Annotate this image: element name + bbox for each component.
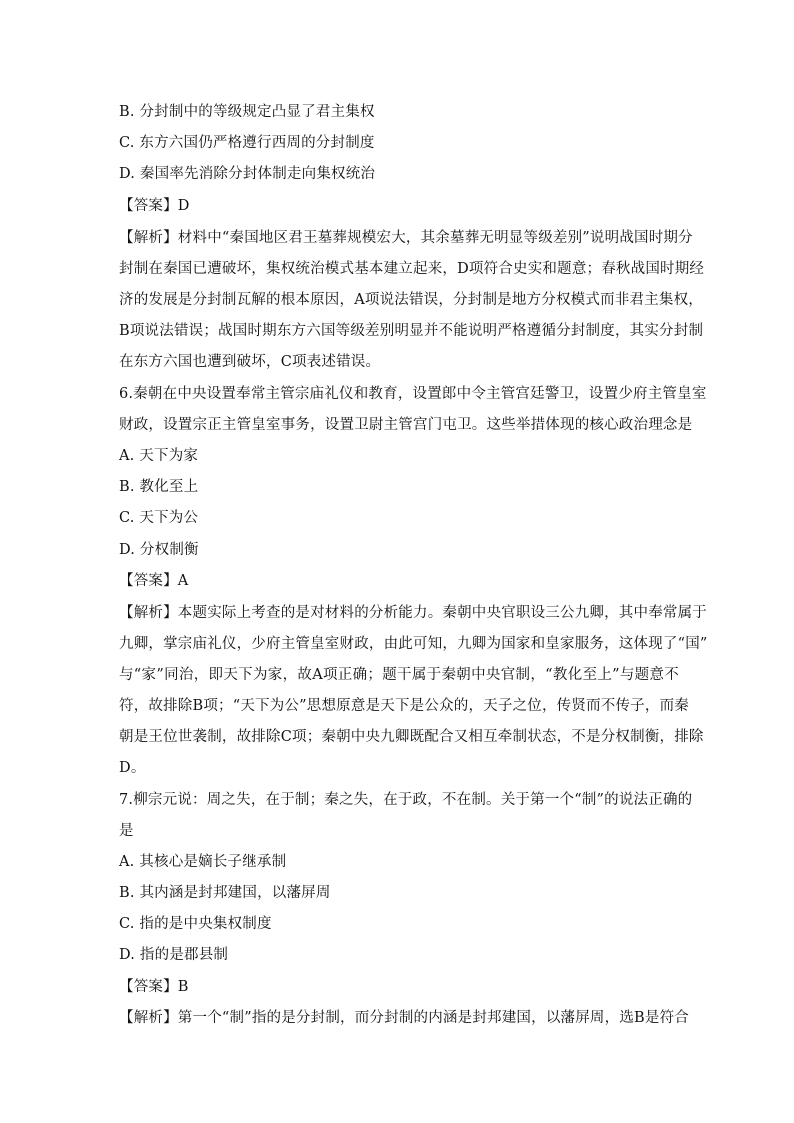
question-6-line: 财政，设置宗正主管皇室事务，设置卫尉主管宫门屯卫。这些举措体现的核心政治理念是 — [119, 417, 693, 433]
option-a-line: A. 其核心是嫡长子继承制 — [119, 854, 287, 870]
question-7-line: 是 — [119, 823, 134, 839]
analysis-line: 九卿，掌宗庙礼仪，少府主管皇室财政，由此可知，九卿为国家和皇家服务，这体现了“国” — [119, 636, 708, 652]
option-c-line: C. 东方六国仍严格遵行西周的分封制度 — [119, 135, 375, 151]
analysis-line: B项说法错误；战国时期东方六国等级差别明显并不能说明严格遵循分封制度，其实分封制 — [119, 323, 704, 339]
analysis-line: 【解析】第一个“制”指的是分封制，而分封制的内涵是封邦建国，以藩屏周，选B是符合 — [119, 1010, 689, 1026]
option-d-line: D. 指的是郡县制 — [119, 947, 229, 963]
analysis-line: 符，故排除B项；“天下为公”思想原意是天下是公众的，天子之位，传贤而不传子，而秦 — [119, 698, 689, 714]
option-d-line: D. 秦国率先消除分封体制走向集权统治 — [119, 166, 376, 182]
analysis-line: 【解析】本题实际上考查的是对材料的分析能力。秦朝中央官职设三公九卿，其中奉常属于 — [119, 605, 707, 621]
analysis-line: 朝是王位世袭制，故排除C项；秦朝中央九卿既配合又相互牵制状态，不是分权制衡，排除 — [119, 729, 704, 745]
analysis-line: 【解析】材料中“秦国地区君王墓葬规模宏大，其余墓葬无明显等级差别”说明战国时期分 — [119, 230, 693, 246]
option-c-line: C. 天下为公 — [119, 510, 199, 526]
analysis-line: 在东方六国也遭到破坏，C项表述错误。 — [119, 354, 381, 370]
question-6-line: 6.秦朝在中央设置奉常主管宗庙礼仪和教育，设置郎中令主管宫廷警卫，设置少府主管皇室 — [119, 386, 707, 402]
answer-line: 【答案】B — [119, 979, 189, 995]
analysis-line: 与“家”同治，即天下为家，故A项正确；题干属于秦朝中央官制，“教化至上”与题意不 — [119, 667, 679, 683]
answer-line: 【答案】A — [119, 573, 189, 589]
answer-line: 【答案】D — [119, 198, 190, 214]
option-b-line: B. 分封制中的等级规定凸显了君主集权 — [119, 104, 375, 120]
option-c-line: C. 指的是中央集权制度 — [119, 916, 272, 932]
question-7-line: 7.柳宗元说：周之失，在于制；秦之失，在于政，不在制。关于第一个“制”的说法正确的 — [119, 792, 693, 808]
option-d-line: D. 分权制衡 — [119, 542, 199, 558]
option-a-line: A. 天下为家 — [119, 448, 199, 464]
option-b-line: B. 教化至上 — [119, 479, 199, 495]
analysis-line: 济的发展是分封制瓦解的根本原因，A项说法错误，分封制是地方分权模式而非君主集权， — [119, 292, 703, 308]
analysis-line: D。 — [119, 760, 146, 776]
option-b-line: B. 其内涵是封邦建国，以藩屏周 — [119, 885, 331, 901]
analysis-line: 封制在秦国已遭破坏，集权统治模式基本建立起来，D项符合史实和题意；春秋战国时期经 — [119, 261, 705, 277]
